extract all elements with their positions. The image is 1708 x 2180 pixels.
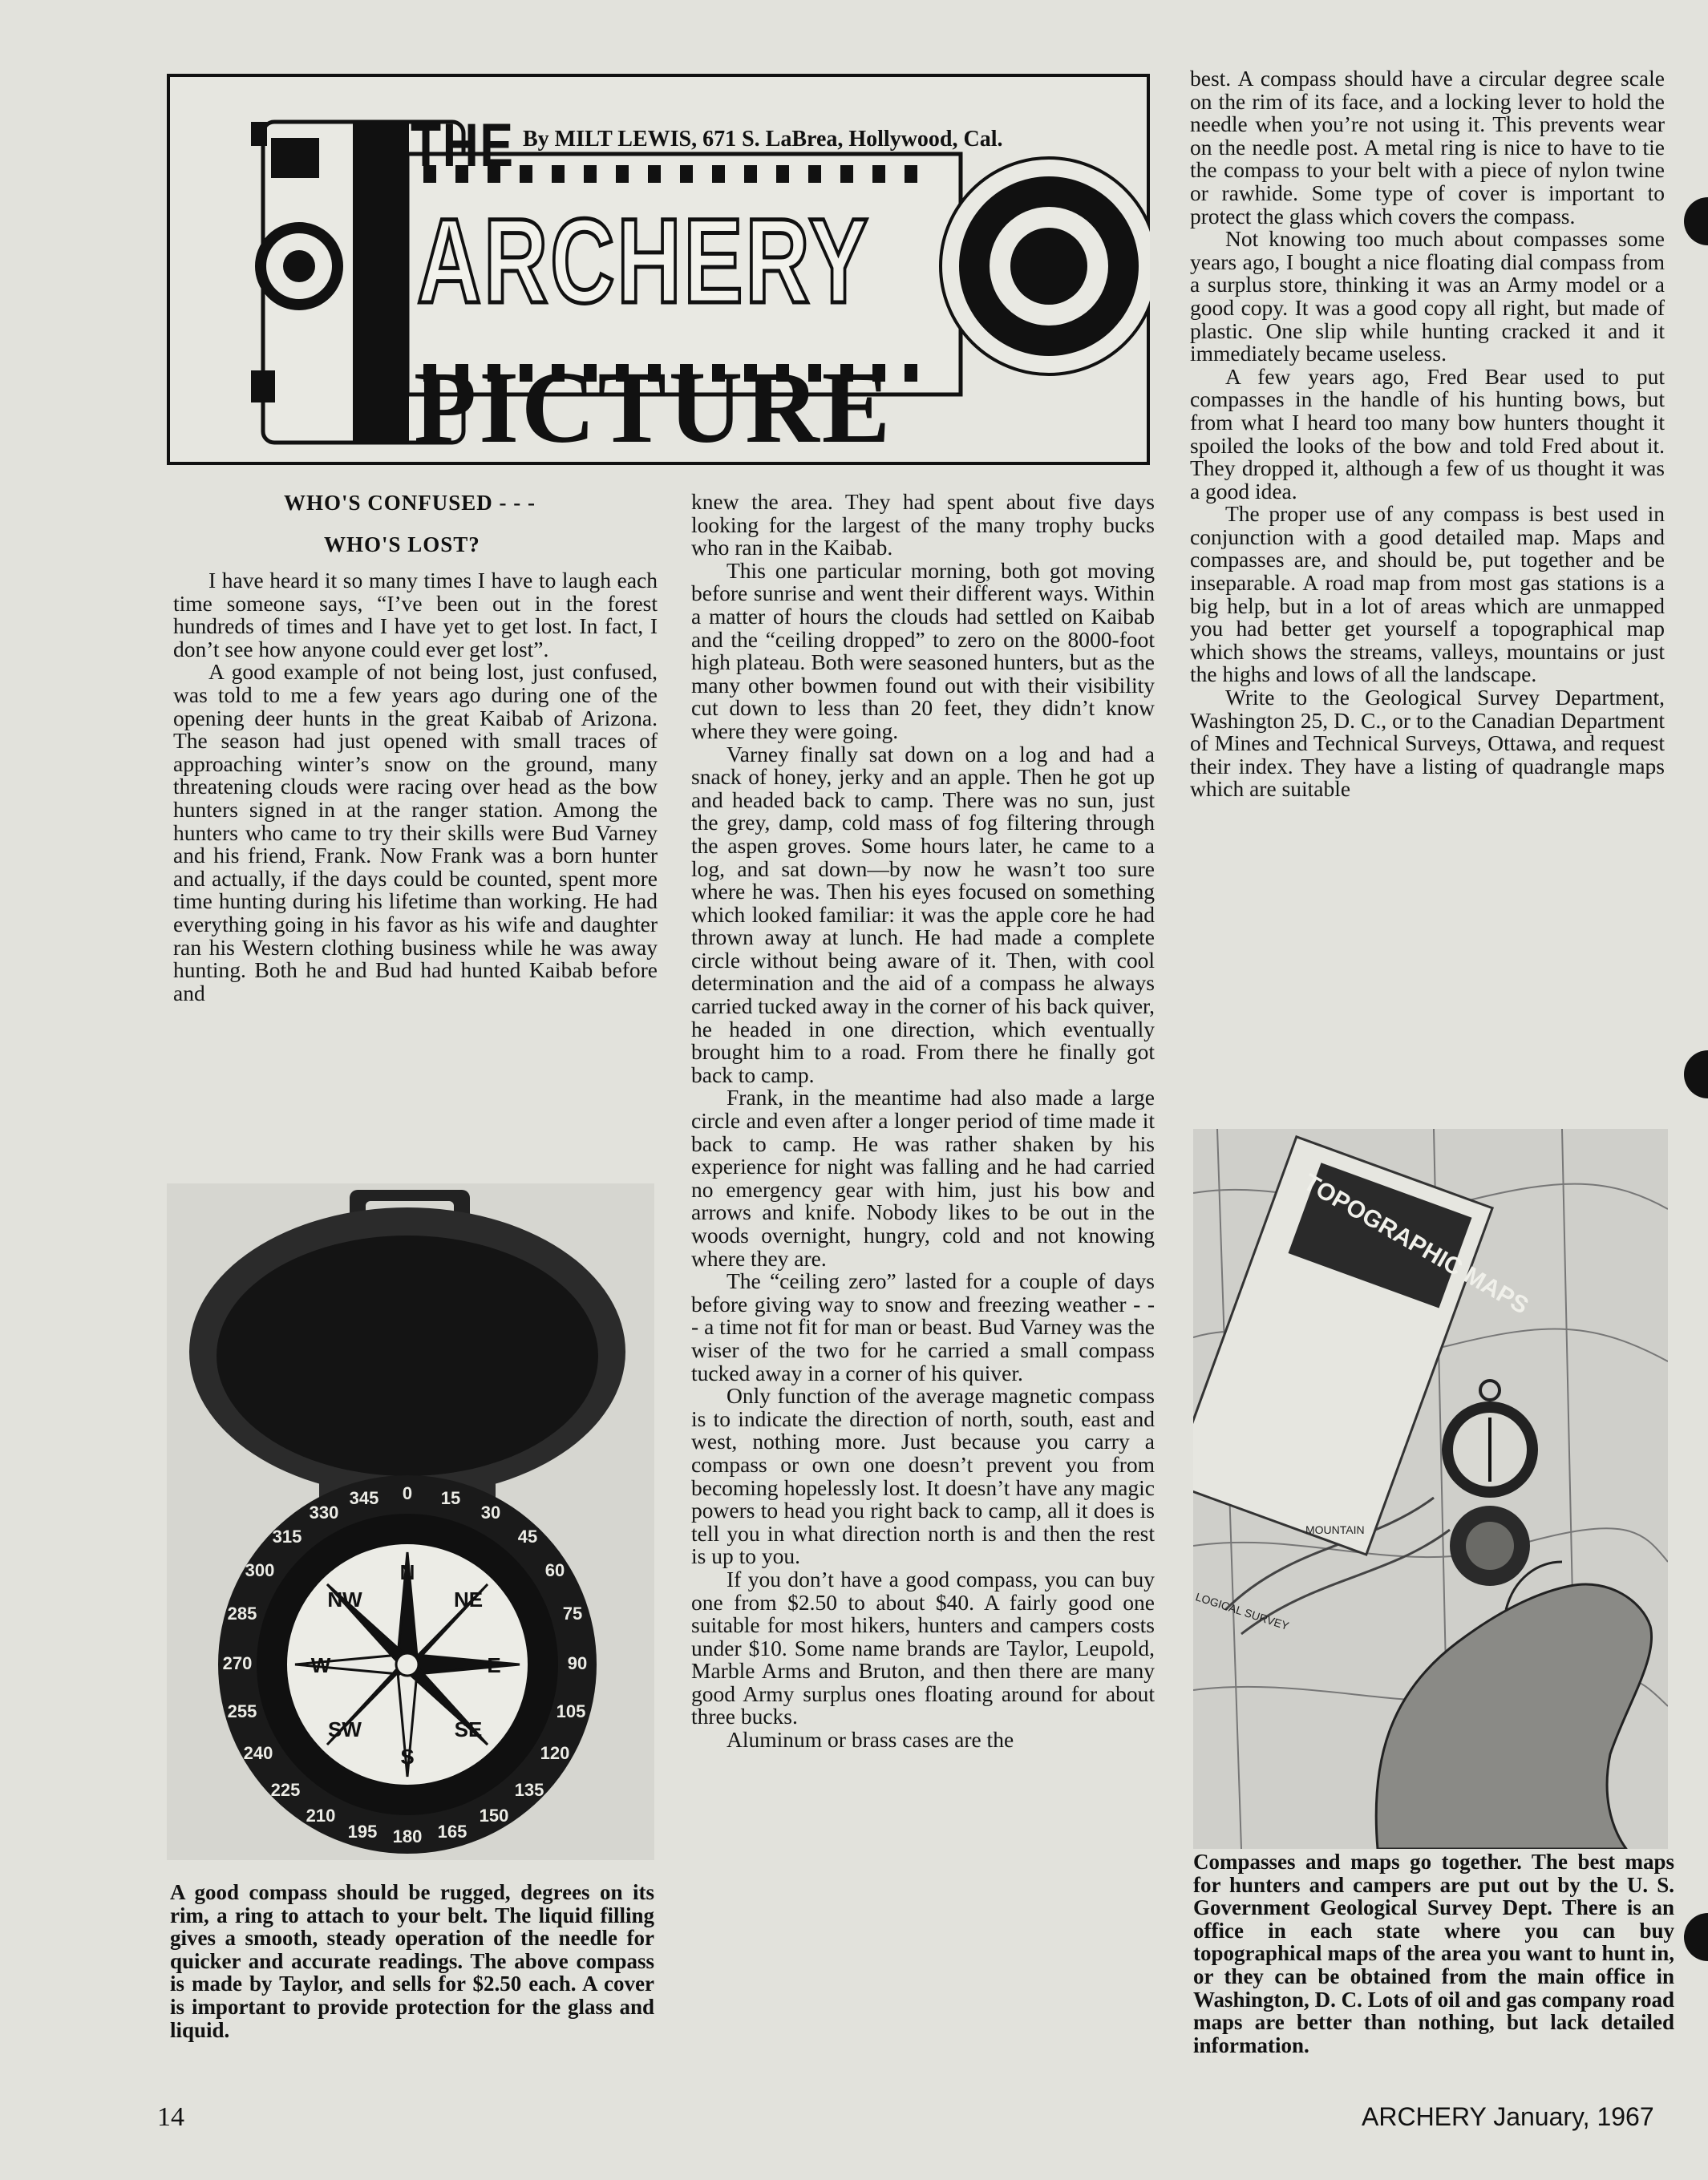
dial-label: 165 (437, 1822, 467, 1842)
cardinal-label: E (487, 1653, 501, 1677)
map-survey-label: LOGICAL SURVEY (1194, 1590, 1291, 1633)
column-1 (173, 569, 658, 1005)
dial-label: 330 (309, 1503, 339, 1523)
binding-hole (1684, 1913, 1708, 1961)
cardinal-label: S (400, 1745, 415, 1769)
dial-label: 75 (562, 1604, 583, 1624)
cardinal-label: NW (327, 1587, 362, 1612)
dial-label: 105 (556, 1701, 586, 1721)
article-heading-line1: WHO'S CONFUSED - - - (284, 491, 536, 515)
col3-paragraph: A few years ago, Fred Bear used to put compasses in the handle of his hunting bows, but from what I heard too many bow hunters thought it spoiled the looks of the bow and told Fred about it. They dropped it, although a few of us thought it was a good idea. (1190, 363, 1665, 504)
column-2 (691, 491, 1155, 1752)
col3-paragraph: Not knowing too much about compasses some years ago, I bought a nice floating dial compass from a surplus store, thinking it was an Army model or a good copy. It was a good copy all right, but made of plastic. One slip while hunting cracked it and it immediately became useless. (1190, 226, 1665, 366)
binding-hole (1684, 197, 1708, 245)
binding-hole (1684, 1050, 1708, 1098)
col2-paragraph: Frank, in the meantime had also made a large circle and even after a longer period of time made it back to camp. He was rather shaken by his experience for night was falling and he had carried no emergency gear with him, just his bow and arrows and knife. Nobody likes to be out in the woods overnight, hungry, cold and not knowing where they are. (691, 1085, 1155, 1271)
col1-paragraph: A good example of not being lost, just confused, was told to me a few years ago during one of the opening deer hunts in the great Kaibab of Arizona. The season had just opened with small traces of approaching winter’s snow on the ground, many threatening clouds were racing over head as the bow hunters signed in at the ranger station. Among the hunters who came to try their skills were Bud Varney and his friend, Frank. Now Frank was a born hunter and actually, if the days could be counted, spent more time hunting during his lifetime than working. He had everything going in his favor as his wife and daughter ran his Western clothing business while he was away hunting. Both he and Bud had hunted Kaibab before and (173, 659, 658, 1005)
masthead-the: THE (411, 111, 515, 180)
dial-label: 195 (347, 1822, 378, 1842)
dial-label: 315 (272, 1527, 302, 1547)
cardinal-label: W (310, 1653, 331, 1677)
map-illustration (1193, 1129, 1668, 1849)
dial-label: 180 (392, 1826, 423, 1846)
col3-paragraph: Write to the Geological Survey Department, Washington 25, D. C., or to the Canadian Department of Mines and Technical Surveys, Ottawa, and request their index. They have a listing of quadrangle maps which are suitable (1190, 685, 1665, 802)
dial-label: 30 (480, 1503, 501, 1523)
map-photo (1193, 1129, 1668, 1849)
dial-label: 240 (243, 1743, 273, 1763)
dial-label: 225 (270, 1780, 301, 1800)
compass-illustration (167, 1183, 654, 1860)
masthead-archery: ARCHERY (417, 193, 871, 328)
masthead-byline: By MILT LEWIS, 671 S. LaBrea, Hollywood, Cal. (523, 127, 1003, 152)
dial-label: 90 (567, 1653, 588, 1673)
compass-photo (167, 1183, 654, 1860)
col2-paragraph: The “ceiling zero” lasted for a couple of days before giving way to snow and freezing weather - - - a time not fit for man or beast. Bud Varney was the wiser of the two for he carried a small compass tucked away in a corner of his quiver. (691, 1268, 1155, 1385)
dial-label: 255 (227, 1701, 257, 1721)
column-3 (1190, 67, 1665, 801)
dial-label: 60 (544, 1560, 565, 1580)
article-heading-line2: WHO'S LOST? (324, 532, 480, 556)
map-cover-title: TOPOGRAPHIC MAPS (1298, 1169, 1533, 1320)
cardinal-label: N (399, 1560, 415, 1584)
cardinal-label: SW (328, 1717, 362, 1741)
map-caption: Compasses and maps go together. The best maps for hunters and campers are put out by the U. S. Government Geological Survey Dept. There is an office in each state where you can buy topographical maps of the area you want to hunt in, or they can be obtained from the main office in Washington, D. C. Lots of oil and gas company road maps are better than nothing, but lack detailed information. (1193, 1850, 1674, 2057)
map-word: MOUNTAIN (1305, 1523, 1365, 1536)
dial-label: 270 (222, 1653, 253, 1673)
col2-paragraph: Aluminum or brass cases are the (727, 1727, 1014, 1753)
page-number: 14 (157, 2102, 184, 2132)
masthead-picture: PICTURE (414, 350, 893, 464)
dial-label: 135 (514, 1780, 544, 1800)
compass-caption: A good compass should be rugged, degrees on its rim, a ring to attach to your belt. The liquid filling gives a smooth, steady operation of the needle for quicker and accurate readings. The above compass is made by Taylor, and sells for $2.50 each. A cover is important to provide protection for the glass and liquid. (170, 1880, 654, 2042)
cardinal-label: NE (453, 1587, 484, 1612)
col2-paragraph: This one particular morning, both got moving before sunrise and went their different ways. Within a matter of hours the clouds had settled on Kaibab and the “ceiling dropped” to zero on the 8000-foot high plateau. Both were seasoned hunters, but as the many other bowmen found out with their visibility cut down to less than 20 feet, they didn’t know where they were going. (691, 557, 1155, 743)
dial-label: 345 (349, 1488, 379, 1508)
dial-label: 45 (517, 1527, 538, 1547)
dial-label: 210 (306, 1806, 336, 1826)
magazine-footer: ARCHERY January, 1967 (1362, 2102, 1654, 2131)
col1-paragraph: I have heard it so many times I have to laugh each time someone says, “I’ve been out in the forest hundreds of times and I have yet to get lost. In fact, I don’t see how anyone could ever get lost”. (173, 568, 658, 661)
col2-paragraph: If you don’t have a good compass, you can buy one from $2.50 to about $40. A fairly good one suitable for most hikers, hunters and campers costs under $10. Some name brands are Taylor, Leupold, Marble Arms and Bruton, and then there are many good Army surplus ones floating around for about three bucks. (691, 1566, 1155, 1729)
dial-label: 300 (245, 1560, 275, 1580)
col2-paragraph: Varney finally sat down on a log and had a snack of honey, jerky and an apple. Then he got up and headed back to camp. There was no sun, just the grey, damp, cold mass of fog filtering through the aspen groves. Some hours later, he came to a log, and sat down—by now he wasn’t too sure where he was. Then his eyes focused on something which looked familiar: it was the apple core he had thrown away at lunch. He had made a complete circle without being aware of it. Then, with cool determination and the aid of a compass he always carried tucked away in the corner of his back quiver, he headed in one direction, which eventually brought him to a road. From there he finally got back to camp. (691, 741, 1155, 1087)
cardinal-label: SE (454, 1717, 483, 1741)
dial-label: 150 (479, 1806, 509, 1826)
col3-paragraph: best. A compass should have a circular degree scale on the rim of its face, and a locking lever to hold the needle when you’re not using it. This prevents wear on the needle post. A metal ring is nice to have to tie the compass to your belt with a piece of nylon twine or rawhide. Some type of cover is important to protect the glass which covers the compass. (1190, 66, 1665, 229)
dial-label: 120 (540, 1743, 570, 1763)
dial-label: 15 (440, 1488, 461, 1508)
col2-paragraph: knew the area. They had spent about five days looking for the largest of the many trophy bucks who ran in the Kaibab. (691, 489, 1155, 560)
col3-paragraph: The proper use of any compass is best used in conjunction with a good detailed map. Maps and compasses are, and should be, put together and be inseparable. A road map from most gas stations is a big help, but in a lot of areas which are unmapped you had better get yourself a topographical map which shows the streams, valleys, mountains or just the highs and lows of all the landscape. (1190, 501, 1665, 687)
col2-paragraph: Only function of the average magnetic compass is to indicate the direction of north, south, east and west, nothing more. Just because you carry a compass or own one doesn’t prevent you from becoming hopelessly lost. It doesn’t have any magic powers to head you right back to camp, all it does is tell you in what direction north is and then the rest is up to you. (691, 1383, 1155, 1569)
dial-label: 285 (227, 1604, 257, 1624)
dial-label: 0 (402, 1483, 413, 1503)
